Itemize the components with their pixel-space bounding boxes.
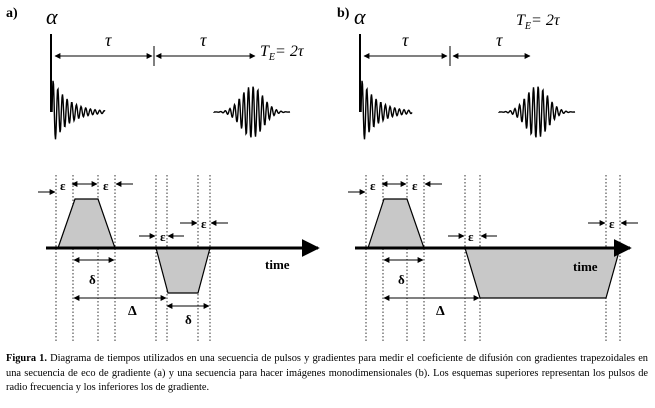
panel-a [6, 4, 318, 342]
panel-a-pulse-symbol: α [46, 4, 58, 29]
panel-a-delta-small-1: δ [89, 272, 96, 287]
panel-a-epsilon-markers-2 [139, 223, 228, 236]
panel-a-tau-arrows [55, 46, 255, 66]
panel-b-delta-small: δ [398, 272, 405, 287]
panel-a-delta-small-2: δ [185, 312, 192, 327]
panel-a-epsilon-2: ε [103, 178, 109, 193]
panel-a-gradient-lobe-1 [58, 199, 115, 248]
caption-text: Diagrama de tiempos utilizados en una secuencia de pulsos y gradientes para medir el coeficiente de difusión con gradientes trapezoidales en una secuencia de eco de gradiente (a) y una secuencia para hacer imágenes monodimensionales (b). Los esquemas superiores representan los pulsos de radio frecuencia y los inferiores los de gradiente. [6, 353, 648, 394]
panel-a-rf-pulse [51, 34, 105, 139]
panel-b-fid-signal [361, 81, 412, 140]
panel-a-gradient-lobe-2 [156, 248, 210, 293]
figure-caption [6, 352, 648, 396]
panel-a-tau-1: τ [105, 30, 112, 50]
panel-a-echo-time: $T_E= 2\tau$ [260, 43, 304, 63]
panel-a-echo-signal [214, 87, 290, 138]
panel-a-epsilon-markers-1 [38, 184, 133, 192]
panel-b-epsilon-1: ε [370, 178, 376, 193]
panel-a-delta-large: Δ [128, 304, 137, 319]
panel-b-tau-1: τ [402, 30, 409, 50]
panel-b-echo-time: $T_E= 2\tau$ [516, 12, 560, 32]
panel-b-time-label: time [573, 259, 598, 274]
panel-a-time-label: time [265, 257, 290, 272]
panel-b-epsilon-2: ε [412, 178, 418, 193]
panel-b-label: b) [337, 6, 350, 21]
panel-b-tau-arrows [364, 46, 530, 66]
panel-b-tau-2: τ [496, 30, 503, 50]
panel-a-epsilon-4: ε [201, 216, 207, 231]
panel-b [337, 4, 638, 342]
panel-a-label: a) [6, 6, 18, 21]
panel-b-gradient-lobe-1 [368, 199, 424, 248]
panel-b-delta-large: Δ [436, 304, 445, 319]
panel-a-epsilon-3: ε [160, 229, 166, 244]
panel-b-epsilon-3: ε [468, 229, 474, 244]
panel-b-epsilon-4: ε [609, 216, 615, 231]
panel-b-epsilon-markers-1 [348, 184, 442, 192]
panel-a-tau-2: τ [200, 30, 207, 50]
panel-b-pulse-symbol: α [354, 4, 366, 29]
panel-a-fid-signal [52, 81, 105, 140]
panel-a-epsilon-1: ε [60, 178, 66, 193]
panel-b-echo-signal [499, 87, 575, 138]
caption-figure-label: Figura 1. [6, 353, 47, 364]
